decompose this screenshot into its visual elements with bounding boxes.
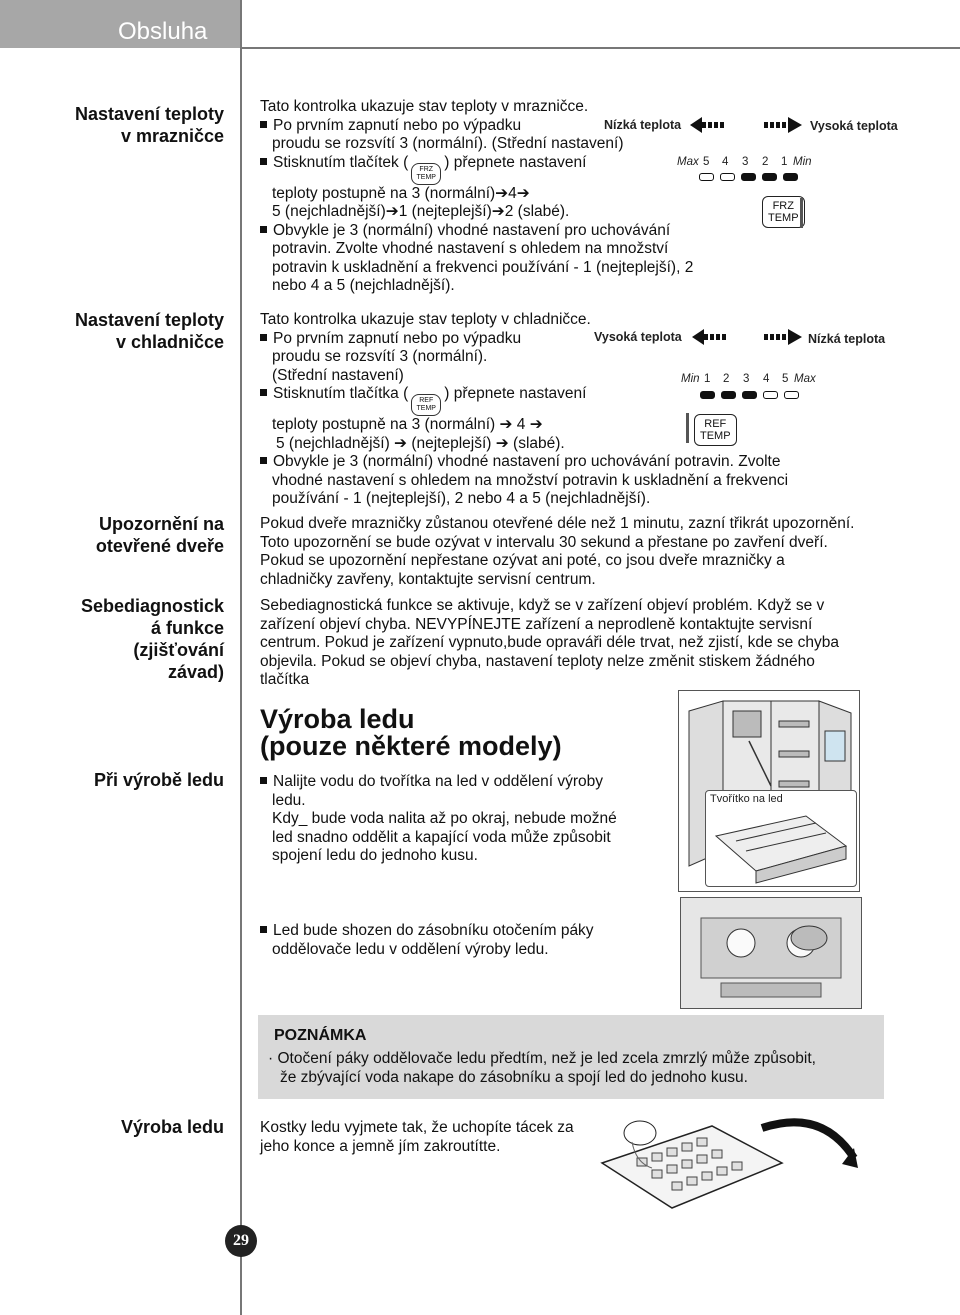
- note-bullet-icon: ·: [268, 1050, 278, 1067]
- ice-step-2: [260, 922, 594, 959]
- freezer-bullet-1a: Po prvním zapnutí nebo po výpadku: [273, 116, 522, 134]
- ice-step-1a: Nalijte vodu do tvořítka na led v oddělení výroby: [273, 773, 603, 790]
- side-heading-door-alarm: Upozornění na otevřené dveře: [95, 514, 224, 556]
- freezer-intro: Tato kontrolka ukazuje stav teploty v mrazničce.: [260, 98, 589, 115]
- ref-temp-button[interactable]: REF TEMP: [694, 414, 737, 446]
- ice-tray-icon: [706, 791, 856, 886]
- door-alarm-line: Pokud se upozornění nepřestane ozývat ani poté, co jsou dveře mrazničky a: [260, 552, 785, 569]
- freezer-bullet-3c: potravin k uskladnění a frekvenci používání - 1 (nejteplejší), 2: [272, 258, 694, 276]
- ice-making-title: [260, 706, 562, 760]
- note-title: POZNÁMKA: [274, 1027, 367, 1044]
- diag-line: Sebediagnostická funkce se aktivuje, když se v zařízení objeví problém. Když se v: [260, 597, 825, 614]
- bullet-icon: [260, 226, 267, 233]
- door-alarm-line: chladničky zavřeny, kontaktujte servisní centrum.: [260, 570, 596, 588]
- led-indicator: [741, 173, 756, 181]
- freezer-scale-5: 5: [703, 156, 710, 168]
- fridge-scale-4: 4: [763, 373, 770, 385]
- fridge-scale-3: 3: [743, 373, 750, 385]
- freezer-bullet-2c: 5 (nejchladnější)➔1 (nejteplejší)➔2 (slabé).: [272, 203, 570, 220]
- bullet-icon: [260, 926, 267, 933]
- fridge-bullet-2c: 5 (nejchladnější) ➔ (nejteplejší) ➔ (slabé).: [276, 434, 565, 452]
- fridge-indicator-leds: [700, 391, 799, 399]
- freezer-scale-3: 3: [742, 156, 749, 168]
- ice-removal-line-2: jeho konce a jemně jím zakroutítte.: [260, 1137, 501, 1155]
- led-indicator: [762, 173, 777, 181]
- led-indicator: [783, 173, 798, 181]
- door-alarm-line: Pokud dveře mrazničky zůstanou otevřené déle než 1 minutu, zazní třikrát upozornění.: [260, 515, 855, 532]
- led-indicator: [763, 391, 778, 399]
- ice-step-1e: spojení ledu do jednoho kusu.: [272, 847, 478, 864]
- fridge-bullet-3a: Obvykle je 3 (normální) vhodné nastavení pro uchovávání potravin. Zvolte: [273, 453, 781, 470]
- freezer-scale-min: Min: [793, 156, 812, 168]
- freezer-label-high-temp: Vysoká teplota: [810, 119, 898, 133]
- bullet-icon: [260, 457, 267, 464]
- fridge-bullet-1b: proudu se rozsvítí 3 (normální).: [272, 348, 488, 365]
- panel-edge: [800, 198, 803, 228]
- freezer-scale-1: 1: [781, 156, 788, 168]
- side-heading-ice-making: Při výrobě ledu: [93, 770, 224, 790]
- side-heading-freezer: Nastavení teploty v mrazničce: [74, 104, 224, 146]
- page-number: 29: [225, 1225, 257, 1257]
- fridge-scale-2: 2: [723, 373, 730, 385]
- fridge-bullet-2a-pre: Stisknutím tlačítka (: [273, 385, 409, 402]
- ice-lever-illustration: [680, 897, 862, 1009]
- panel-edge: [686, 413, 689, 443]
- led-indicator: [721, 391, 736, 399]
- led-indicator: [700, 391, 715, 399]
- ice-removal-line-1: Kostky ledu vyjmete tak, že uchopíte tácek za: [260, 1119, 574, 1136]
- self-diagnostic-text: [260, 597, 839, 690]
- arrow-left-icon: [690, 328, 730, 346]
- led-indicator: [720, 173, 735, 181]
- side-heading-fridge: Nastavení teploty v chladničce: [74, 310, 224, 352]
- ice-step-2a: Led bude shozen do zásobníku otočením páky: [273, 922, 594, 939]
- diag-line: zařízení objeví chyba. NEVYPÍNEJTE zařízení a neprodleně kontaktujte servisní: [260, 615, 813, 633]
- fridge-bullet-2b: teploty postupně na 3 (normální) ➔ 4 ➔: [272, 416, 543, 433]
- arrow-right-icon: [762, 328, 804, 346]
- side-heading-self-diagnostic: Sebediagnostick á funkce (zjišťování závad): [80, 596, 224, 682]
- diag-line: centrum. Pokud je zařízení vypnuto,bude opraváři déle trvat, než zjistí, kde se chyba: [260, 634, 839, 651]
- fridge-bullet-1a: Po prvním zapnutí nebo po výpadku: [273, 329, 522, 347]
- ice-title-line-2: (pouze některé modely): [260, 731, 562, 761]
- diag-line: objevila. Pokud se objeví chyba, nastavení teploty nelze změnit stiskem žádného: [260, 652, 815, 670]
- bullet-icon: [260, 777, 267, 784]
- ice-step-1b: ledu.: [272, 791, 306, 809]
- note-line-1: Otočení páky oddělovače ledu předtím, než je led zcela zmrzlý může způsobit,: [277, 1050, 816, 1067]
- fridge-bullet-1c: (Střední nastavení): [272, 366, 404, 384]
- ice-step-1d: led snadno oddělit a kapající voda může způsobit: [272, 828, 611, 846]
- fridge-bullet-2a-post: ) přepnete nastavení: [444, 385, 587, 402]
- freezer-bullet-2b: teploty postupně na 3 (normální)➔4➔: [272, 184, 530, 202]
- freezer-indicator-leds: [699, 173, 798, 181]
- freezer-bullet-1b: proudu se rozsvítí 3 (normální). (Střední nastavení): [272, 135, 624, 152]
- ice-title-line-1: Výroba ledu: [260, 704, 415, 734]
- arrow-left-icon: [688, 116, 728, 134]
- header-divider: [242, 47, 960, 49]
- freezer-scale-2: 2: [762, 156, 769, 168]
- ice-tray-twist-illustration: [592, 1108, 860, 1218]
- diag-line: tlačítka: [260, 671, 310, 688]
- arrow-right-icon: [762, 116, 804, 134]
- fridge-label-high-temp: Vysoká teplota: [594, 330, 682, 344]
- freezer-scale-max: Max: [677, 156, 699, 168]
- ice-tray-closeup: [705, 790, 857, 887]
- freezer-bullet-3b: potravin. Zvolte vhodné nastavení s ohledem na množství: [272, 240, 669, 257]
- note-box: [258, 1015, 884, 1099]
- freezer-label-low-temp: Nízká teplota: [604, 118, 682, 132]
- fridge-bullet-3c: používání - 1 (nejteplejší), 2 nebo 4 a 5 (nejchladnější).: [272, 490, 651, 507]
- fridge-scale-max: Max: [794, 373, 816, 385]
- freezer-bullet-3a: Obvykle je 3 (normální) vhodné nastavení pro uchovávání: [273, 221, 671, 239]
- ice-tray-label: Tvořítko na led: [710, 793, 783, 805]
- side-heading-ice-removal: Výroba ledu: [120, 1117, 224, 1137]
- ice-step-1: [260, 773, 617, 866]
- vertical-divider: [240, 0, 242, 1315]
- bullet-icon: [260, 334, 267, 341]
- bullet-icon: [260, 389, 267, 396]
- freezer-bullet-2a-post: ) přepnete nastavení: [444, 153, 587, 171]
- fridge-scale-5: 5: [782, 373, 789, 385]
- led-indicator: [742, 391, 757, 399]
- fridge-label-low-temp: Nízká teplota: [808, 332, 886, 346]
- freezer-scale-4: 4: [722, 156, 729, 168]
- led-indicator: [699, 173, 714, 181]
- door-alarm-line: Toto upozornění se bude ozývat v intervalu 30 sekund a přestane po zavření dveří.: [260, 533, 828, 551]
- bullet-icon: [260, 121, 267, 128]
- freezer-bullet-3d: nebo 4 a 5 (nejchladnější).: [272, 277, 455, 294]
- ref-temp-button-icon: REF TEMP: [411, 394, 441, 416]
- ice-lever-icon: [681, 898, 861, 1008]
- frz-temp-button[interactable]: FRZ TEMP: [762, 196, 805, 228]
- page-title: Obsluha: [118, 18, 208, 45]
- fridge-bullet-3b: vhodné nastavení s ohledem na množství potravin k uskladnění a frekvenci: [272, 471, 789, 489]
- ice-removal-text: [260, 1119, 574, 1156]
- bullet-icon: [260, 158, 267, 165]
- led-indicator: [784, 391, 799, 399]
- door-alarm-text: [260, 515, 855, 589]
- ice-step-1c: Kdy_ bude voda nalita až po okraj, nebude možné: [272, 810, 617, 827]
- fridge-scale-1: 1: [704, 373, 711, 385]
- frz-temp-button-icon: FRZ TEMP: [411, 163, 441, 185]
- note-line-2: že zbývající voda nakape do zásobníku a spojí led do jednoho kusu.: [280, 1069, 748, 1086]
- fridge-intro: Tato kontrolka ukazuje stav teploty v chladničce.: [260, 311, 591, 328]
- ice-step-2b: oddělovače ledu v oddělení výroby ledu.: [272, 940, 549, 958]
- freezer-bullet-2a-pre: Stisknutím tlačítek (: [273, 153, 409, 171]
- fridge-scale-min: Min: [681, 373, 700, 385]
